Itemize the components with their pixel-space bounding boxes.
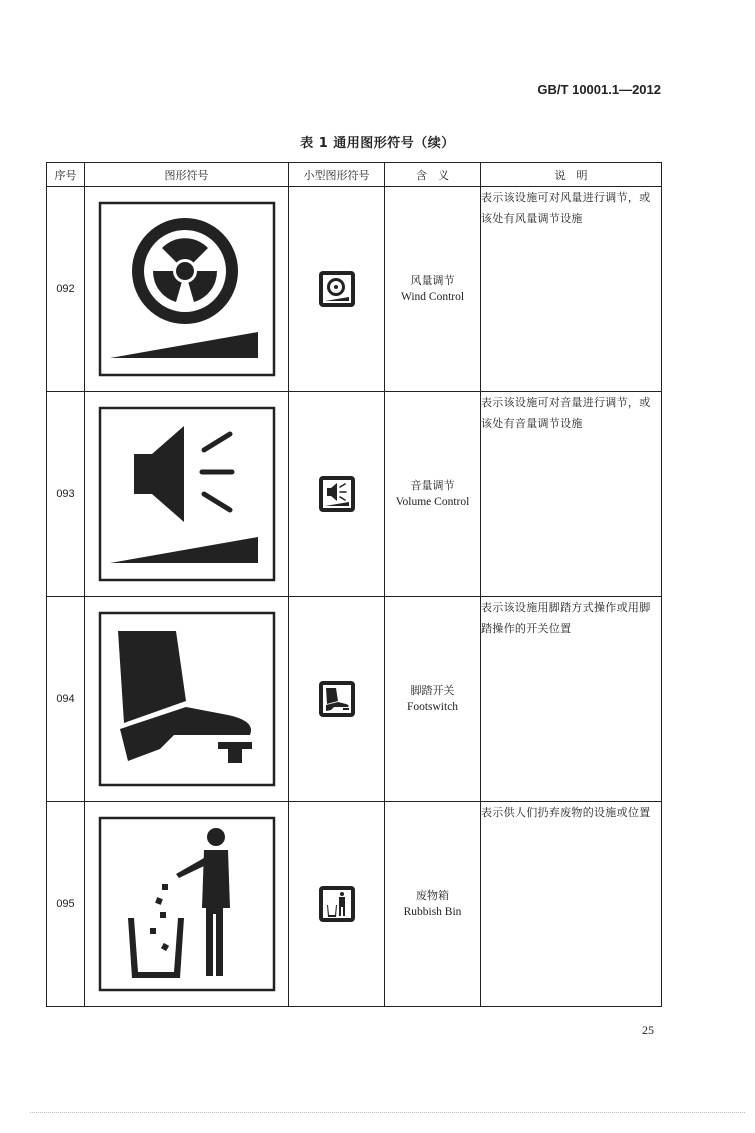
rubbish-bin-icon bbox=[98, 816, 276, 992]
header-small-symbol: 小型图形符号 bbox=[289, 163, 385, 187]
description: 表示该设施用脚踏方式操作或用脚踏操作的开关位置 bbox=[481, 597, 662, 802]
header-description: 说 明 bbox=[481, 163, 662, 187]
rubbish-bin-small-icon bbox=[318, 885, 356, 923]
table-row bbox=[47, 597, 662, 802]
standard-code: GB/T 10001.1—2012 bbox=[537, 82, 661, 97]
description: 表示供人们扔弃废物的设施或位置 bbox=[481, 802, 662, 1007]
meaning-en: Wind Control bbox=[400, 291, 465, 303]
table-row bbox=[47, 392, 662, 597]
meaning-en: Volume Control bbox=[395, 496, 470, 508]
table-header-row bbox=[47, 163, 662, 187]
fan-airflow-icon bbox=[98, 201, 276, 377]
meaning-zh: 废物箱 bbox=[416, 889, 449, 902]
meaning-zh: 脚踏开关 bbox=[410, 684, 455, 697]
symbol-table bbox=[46, 162, 662, 1007]
header-symbol: 图形符号 bbox=[85, 163, 289, 187]
speaker-volume-icon bbox=[98, 406, 276, 582]
row-number: 094 bbox=[47, 597, 85, 802]
meaning-zh: 风量调节 bbox=[410, 274, 455, 287]
footer-rule bbox=[30, 1112, 745, 1113]
foot-pedal-small-icon bbox=[318, 680, 356, 718]
header-meaning: 含 义 bbox=[385, 163, 481, 187]
row-number: 092 bbox=[47, 187, 85, 392]
meaning-en: Footswitch bbox=[406, 701, 459, 713]
description: 表示该设施可对音量进行调节，或该处有音量调节设施 bbox=[481, 392, 662, 597]
meaning-en: Rubbish Bin bbox=[403, 906, 462, 918]
meaning-zh: 音量调节 bbox=[410, 479, 455, 492]
table-row bbox=[47, 187, 662, 392]
speaker-volume-small-icon bbox=[318, 475, 356, 513]
page-number: 25 bbox=[642, 1023, 654, 1037]
row-number: 095 bbox=[47, 802, 85, 1007]
table-caption: 表 1 通用图形符号（续） bbox=[300, 136, 455, 151]
foot-pedal-icon bbox=[98, 611, 276, 787]
row-number: 093 bbox=[47, 392, 85, 597]
table-row bbox=[47, 802, 662, 1007]
header-number: 序号 bbox=[47, 163, 85, 187]
fan-airflow-small-icon bbox=[318, 270, 356, 308]
description: 表示该设施可对风量进行调节，或该处有风量调节设施 bbox=[481, 187, 662, 392]
